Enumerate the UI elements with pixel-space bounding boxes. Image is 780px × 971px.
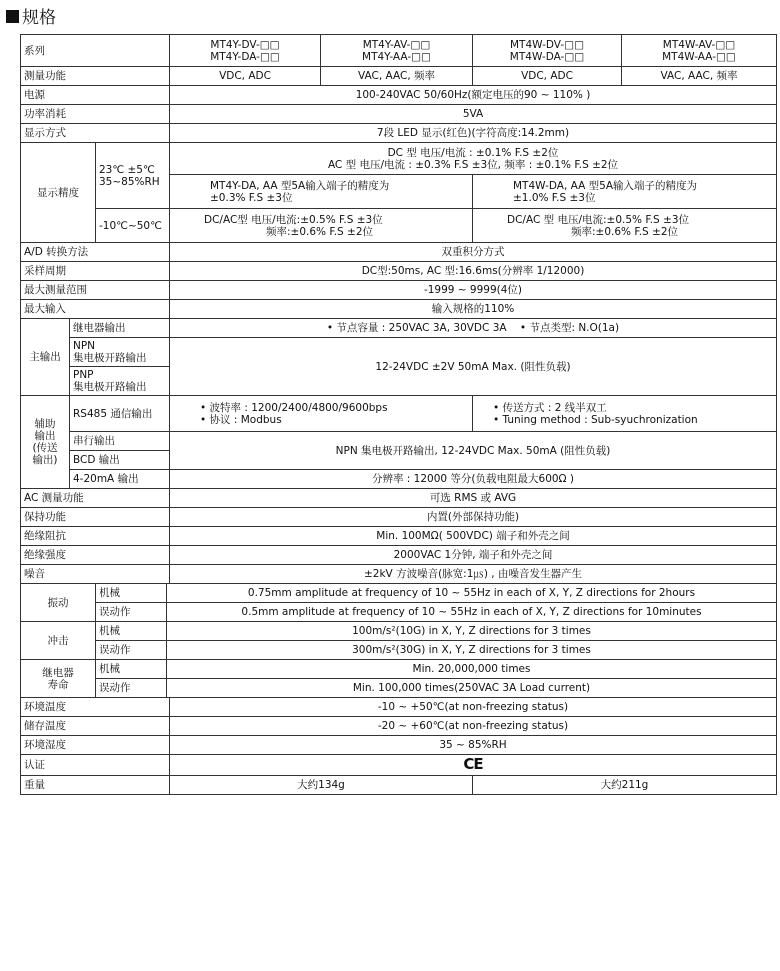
ce-mark-icon: CE <box>463 755 483 773</box>
table-row <box>21 546 777 565</box>
table-row <box>21 262 777 281</box>
cell: 0.5mm amplitude at frequency of 10 ~ 55Hz in each of X, Y, Z directions for 10minutes <box>167 603 777 622</box>
table-row <box>21 622 777 641</box>
cell: • 传送方式 : 2 线半双工 • Tuning method : Sub-syuchronization <box>473 396 777 432</box>
cell: 0.75mm amplitude at frequency of 10 ~ 55Hz in each of X, Y, Z directions for 2hours <box>167 584 777 603</box>
row-label: 最大输入 <box>21 300 170 319</box>
table-row <box>21 508 777 527</box>
cell: DC 型 电压/电流 : ±0.1% F.S ±2位 AC 型 电压/电流 : ±0.3% F.S ±3位, 频率 : ±0.1% F.S ±2位 <box>170 143 777 175</box>
cell: -20 ~ +60℃(at non-freezing status) <box>170 717 777 736</box>
table-row <box>21 319 777 338</box>
sub-label: 串行输出 <box>70 432 170 451</box>
table-row <box>21 660 777 679</box>
row-label: 采样周期 <box>21 262 170 281</box>
table-row <box>21 124 777 143</box>
cell: -1999 ~ 9999(4位) <box>170 281 777 300</box>
row-label: A/D 转换方法 <box>21 243 170 262</box>
model-cell: MT4W-DV-□□ MT4W-DA-□□ <box>473 35 622 67</box>
row-label: 冲击 <box>21 622 96 660</box>
page-title: 规格 <box>6 8 56 28</box>
cell: 35 ~ 85%RH <box>170 736 777 755</box>
table-row <box>21 143 777 175</box>
row-label: 最大测量范围 <box>21 281 170 300</box>
table-row <box>21 35 777 67</box>
table-row <box>21 736 777 755</box>
spec-table <box>20 34 777 795</box>
cell: 100m/s²(10G) in X, Y, Z directions for 3 times <box>167 622 777 641</box>
table-row <box>21 584 777 603</box>
cell: DC/AC 型 电压/电流:±0.5% F.S ±3位 频率:±0.6% F.S ±2位 <box>473 209 777 243</box>
condition-cell: -10℃~50℃ <box>96 209 170 243</box>
cell: 分辨率 : 12000 等分(负载电阻最大600Ω ) <box>170 470 777 489</box>
row-label: 绝缘阻抗 <box>21 527 170 546</box>
table-row <box>21 67 777 86</box>
row-label: 显示精度 <box>21 143 96 243</box>
sub-label: 机械 <box>96 584 167 603</box>
cell: VDC, ADC <box>170 67 321 86</box>
table-row <box>21 338 777 367</box>
cell: 输入规格的110% <box>170 300 777 319</box>
table-row <box>21 527 777 546</box>
row-label: 重量 <box>21 776 170 795</box>
row-label: 认证 <box>21 755 170 776</box>
sub-label: 误动作 <box>96 679 167 698</box>
row-label: 绝缘强度 <box>21 546 170 565</box>
row-label: 辅助 输出 (传送 输出) <box>21 396 70 489</box>
table-row <box>21 432 777 451</box>
cell: 5VA <box>170 105 777 124</box>
row-label: 主输出 <box>21 319 70 396</box>
cell: ±2kV 方波噪音(脉宽:1㎲) , 由噪音发生器产生 <box>170 565 777 584</box>
table-row <box>21 470 777 489</box>
cell: MT4Y-DA, AA 型5A输入端子的精度为 ±0.3% F.S ±3位 <box>170 175 473 209</box>
row-label: 环境温度 <box>21 698 170 717</box>
sub-label: 机械 <box>96 622 167 641</box>
cell: DC型:50ms, AC 型:16.6ms(分辨率 1/12000) <box>170 262 777 281</box>
row-label: 储存温度 <box>21 717 170 736</box>
sub-label: BCD 输出 <box>70 451 170 470</box>
cell: 12-24VDC ±2V 50mA Max. (阻性负载) <box>170 338 777 396</box>
table-row <box>21 300 777 319</box>
table-row <box>21 281 777 300</box>
table-row <box>21 641 777 660</box>
cell: • 波特率 : 1200/2400/4800/9600bps • 协议 : Modbus <box>170 396 473 432</box>
cell: MT4W-DA, AA 型5A输入端子的精度为 ±1.0% F.S ±3位 <box>473 175 777 209</box>
model-cell: MT4Y-DV-□□ MT4Y-DA-□□ <box>170 35 321 67</box>
row-label: AC 测量功能 <box>21 489 170 508</box>
row-label: 显示方式 <box>21 124 170 143</box>
row-label: 继电器 寿命 <box>21 660 96 698</box>
cell <box>170 755 777 776</box>
cell: 大约134g <box>170 776 473 795</box>
cell: 2000VAC 1分钟, 端子和外壳之间 <box>170 546 777 565</box>
cell: VAC, AAC, 频率 <box>622 67 777 86</box>
table-row <box>21 396 777 432</box>
table-row <box>21 86 777 105</box>
row-label: 测量功能 <box>21 67 170 86</box>
table-row <box>21 209 777 243</box>
sub-label: 继电器输出 <box>70 319 170 338</box>
row-label: 噪音 <box>21 565 170 584</box>
cell: 可选 RMS 或 AVG <box>170 489 777 508</box>
cell: NPN 集电极开路输出, 12-24VDC Max. 50mA (阻性负载) <box>170 432 777 470</box>
row-label: 系列 <box>21 35 170 67</box>
condition-cell: 23℃ ±5℃ 35~85%RH <box>96 143 170 209</box>
row-label: 保持功能 <box>21 508 170 527</box>
sub-label: 4-20mA 输出 <box>70 470 170 489</box>
sub-label: RS485 通信输出 <box>70 396 170 432</box>
cell: Min. 100,000 times(250VAC 3A Load current) <box>167 679 777 698</box>
table-row <box>21 679 777 698</box>
cell: 双重积分方式 <box>170 243 777 262</box>
sub-label: NPN 集电极开路输出 <box>70 338 170 367</box>
cell: -10 ~ +50℃(at non-freezing status) <box>170 698 777 717</box>
table-row <box>21 489 777 508</box>
table-row <box>21 755 777 776</box>
cell: 大约211g <box>473 776 777 795</box>
table-row <box>21 243 777 262</box>
table-row <box>21 565 777 584</box>
table-row <box>21 717 777 736</box>
square-icon <box>6 10 19 23</box>
sub-label: PNP 集电极开路输出 <box>70 367 170 396</box>
cell: VDC, ADC <box>473 67 622 86</box>
table-row <box>21 105 777 124</box>
model-cell: MT4W-AV-□□ MT4W-AA-□□ <box>622 35 777 67</box>
sub-label: 机械 <box>96 660 167 679</box>
sub-label: 误动作 <box>96 603 167 622</box>
cell: DC/AC型 电压/电流:±0.5% F.S ±3位 频率:±0.6% F.S ±2位 <box>170 209 473 243</box>
cell: • 节点容量 : 250VAC 3A, 30VDC 3A • 节点类型: N.O(1a) <box>170 319 777 338</box>
table-row <box>21 776 777 795</box>
row-label: 功率消耗 <box>21 105 170 124</box>
cell: Min. 100MΩ( 500VDC) 端子和外壳之间 <box>170 527 777 546</box>
cell: VAC, AAC, 频率 <box>321 67 473 86</box>
table-row <box>21 603 777 622</box>
table-row <box>21 698 777 717</box>
cell: 100-240VAC 50/60Hz(额定电压的90 ~ 110% ) <box>170 86 777 105</box>
cell: 7段 LED 显示(红色)(字符高度:14.2mm) <box>170 124 777 143</box>
cell: 300m/s²(30G) in X, Y, Z directions for 3 times <box>167 641 777 660</box>
cell: Min. 20,000,000 times <box>167 660 777 679</box>
row-label: 电源 <box>21 86 170 105</box>
row-label: 环境湿度 <box>21 736 170 755</box>
sub-label: 误动作 <box>96 641 167 660</box>
cell: 内置(外部保持功能) <box>170 508 777 527</box>
row-label: 振动 <box>21 584 96 622</box>
model-cell: MT4Y-AV-□□ MT4Y-AA-□□ <box>321 35 473 67</box>
